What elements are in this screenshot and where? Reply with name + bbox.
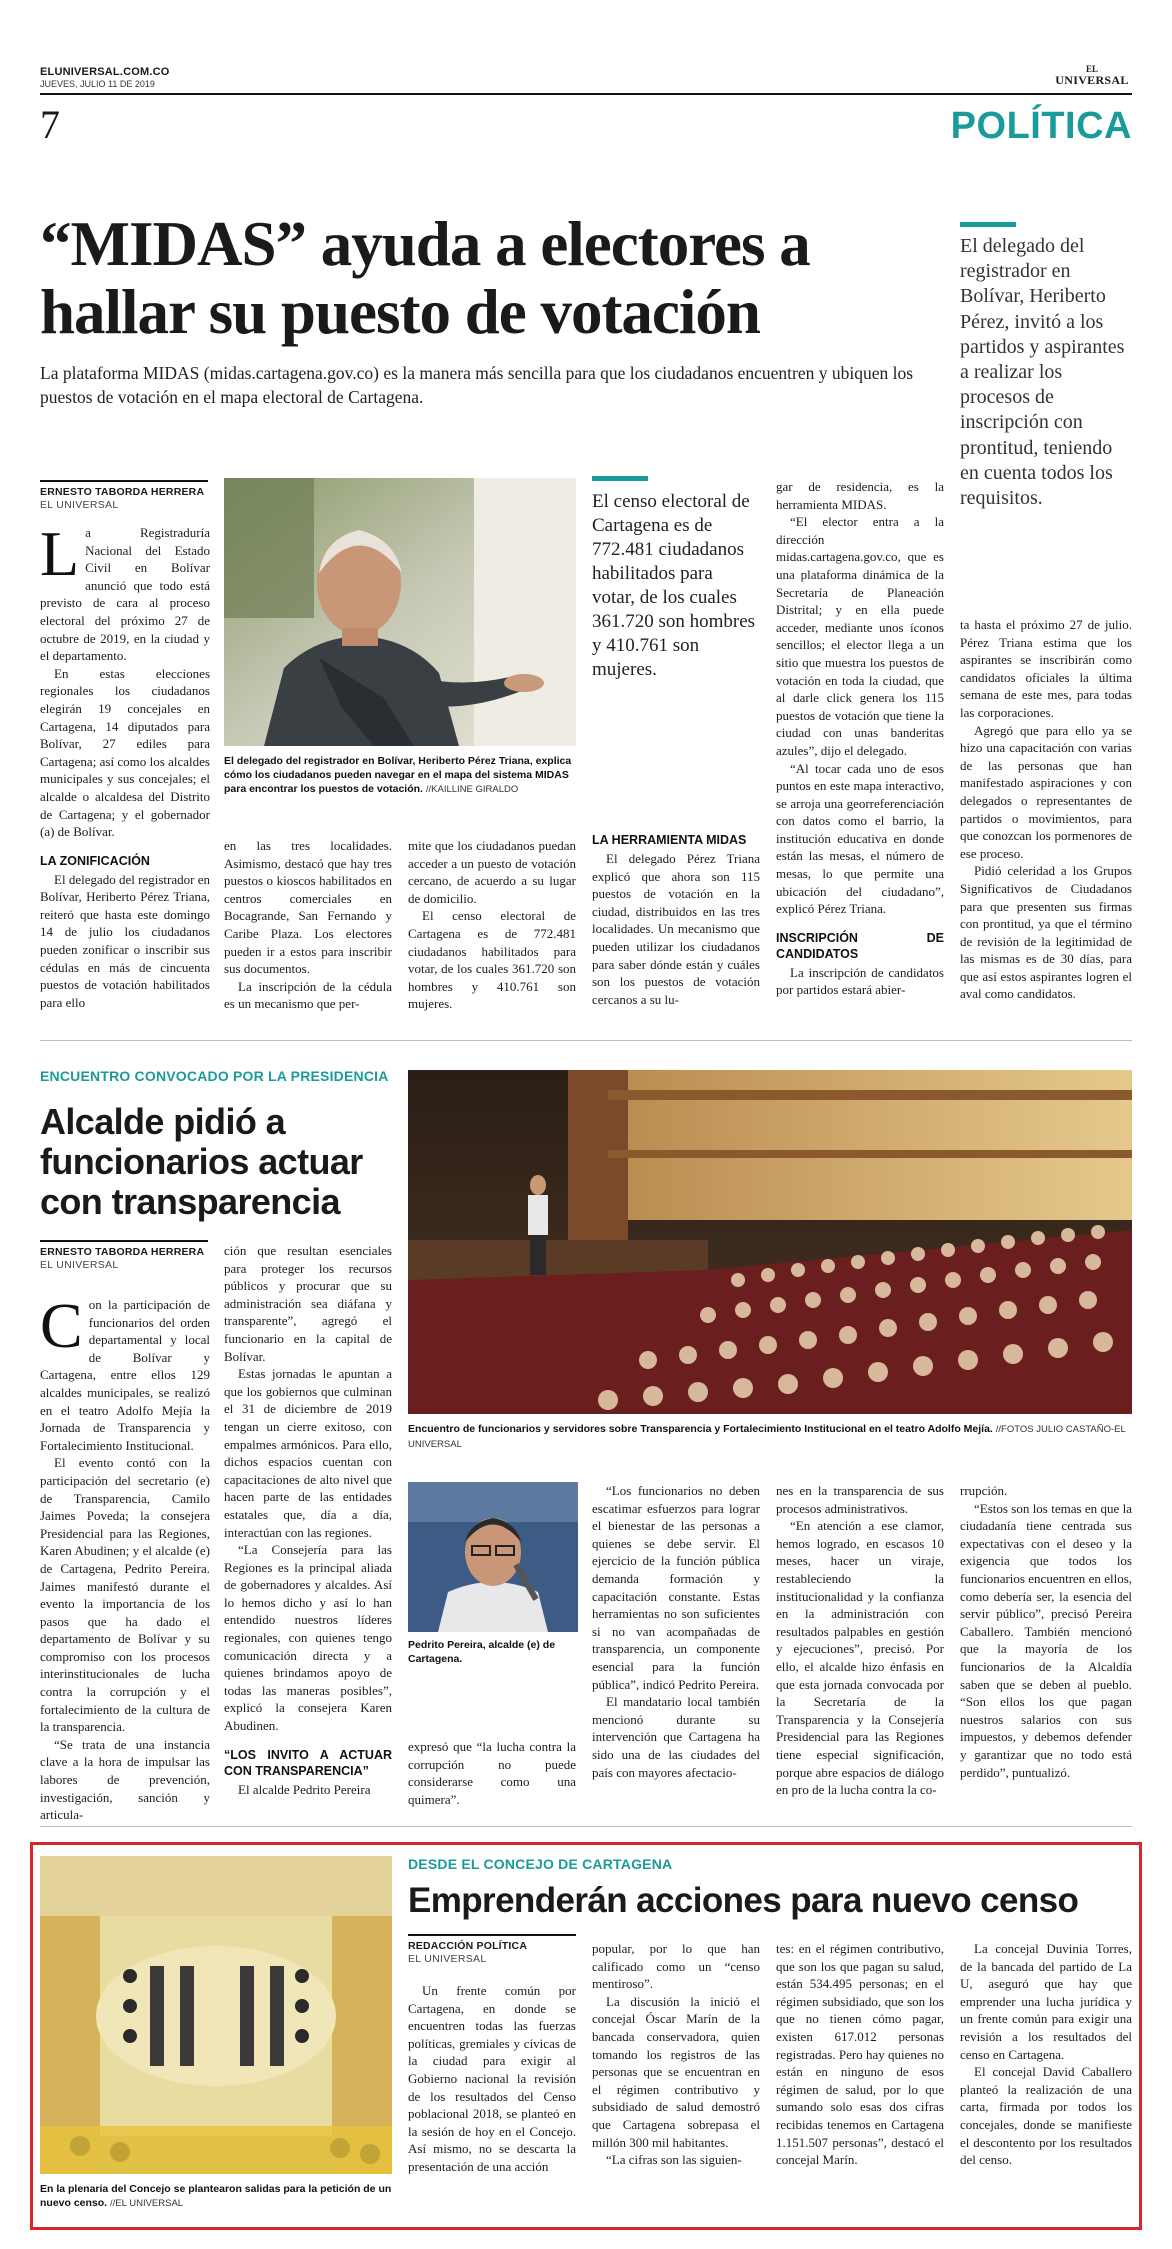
masthead-rule xyxy=(40,93,1132,95)
story1-col2-p1: en las tres localidades. Asimismo, destacó que hay tres puestos o kioscos habilitados en centros comerciales en Bocagrande, San Fernando y Caribe Plaza. Los electores pueden ir a estos para inscribir sus documentos. xyxy=(224,838,392,977)
story1-pullquote: El censo electoral de Cartagena es de 772.481 ciudadanos habilitados para votar, de los cuales 361.720 son hombres y 410.761 son mujeres. xyxy=(592,491,756,680)
story1-col2-p2: La inscripción de la cédula es un mecanismo que per- xyxy=(224,978,392,1012)
story1-pullquote-bar xyxy=(592,476,648,481)
story1-sidebar-bar xyxy=(960,222,1016,227)
story3-caption-text: En la plenaria del Concejo se plantearon salidas para la petición de un nuevo censo. xyxy=(40,2183,392,2209)
story3-byline-pub: EL UNIVERSAL xyxy=(408,1953,487,1965)
story3-col2 xyxy=(592,1940,760,2169)
story2-big-caption-credit: //FOTOS JULIO CASTAÑO-EL UNIVERSAL xyxy=(408,1424,1126,1450)
story1-headline-line2: hallar su puesto de votación xyxy=(40,277,760,347)
story1-col5-p3: “Al tocar cada uno de esos puntos en este mapa interactivo, se arroja una georreferenciación con datos como el barrio, la institución educativa en donde están las mesas, el número de mesas, lo que permite una ubicación del ciudadano”, explicó Pérez Triana. xyxy=(776,760,944,917)
story1-byline-pub: EL UNIVERSAL xyxy=(40,499,119,511)
story1-byline-name: ERNESTO TABORDA HERRERA xyxy=(40,480,208,499)
story1-col3-p1: mite que los ciudadanos puedan acceder a un puesto de votación cercano, de acuerdo a su lugar de domicilio. xyxy=(408,838,576,906)
story1-col5-p1: gar de residencia, es la herramienta MIDAS. xyxy=(776,479,944,512)
story2-col2-p3: “La Consejería para las Regiones es la principal aliada de gobernadores y alcaldes. Así lo hemos dicho y así lo han entendido nuestros líderes regionales, con quienes tengo comunicación directa y a quienes brindamos apoyo de todas las maneras posibles”, explicó la consejera Karen Abudinen. xyxy=(224,1542,392,1734)
photo-council-plenary xyxy=(40,1856,392,2174)
story2-col6-p1: rrupción. xyxy=(960,1483,1008,1498)
story1-col1-p1: a Registraduría Nacional del Estado Civil en Bolívar anunció que todo está previsto de cara al proceso electoral del próximo 27 de octubre de 2019, en la ciudad y el departamento. xyxy=(40,525,210,664)
story2-subhead-invito: “LOS INVITO A ACTUAR CON TRANSPARENCIA” xyxy=(224,1747,392,1778)
story3-kicker: DESDE EL CONCEJO DE CARTAGENA xyxy=(408,1856,673,1872)
story3-col4-p2: El concejal David Caballero planteó la realización de una carta, firmada por todos los concejales, donde se manifieste el descontento por los resultados del censo. xyxy=(960,2064,1132,2168)
story3-col2-p3: “La cifras son las siguien- xyxy=(606,2152,742,2168)
story1-sidebar-quote: El delegado del registrador en Bolívar, Heriberto Pérez, invitó a los partidos y aspirantes a realizar los procesos de inscripción con prontitud, teniendo en cuenta todos los requisitos. xyxy=(960,235,1125,510)
story1-caption-text: El delegado del registrador en Bolívar, Heriberto Pérez Triana, explica cómo los ciudadanos pueden navegar en el mapa del sistema MIDAS para encontrar los puestos de votación. xyxy=(224,755,572,795)
story2-col1-p1: on la participación de funcionarios del orden departamental y local de Bolívar y Cartagena, entre ellos 129 alcaldes municipales, se realizó en el teatro Adolfo Mejía la Jornada de Transparencia y Fortalecimiento Institucional. xyxy=(40,1297,210,1453)
section-title: POLÍTICA xyxy=(950,105,1132,147)
story2-col2-p2: Estas jornadas le apuntan a que los gobiernos que culminan el 31 de diciembre de 2019 tengan un cierre exitoso, con empalmes armónicos. Para ello, dichos espacios cuentan con capacitaciones de alto nivel que hacen parte de las entidades estatales que, día a día, interactúan con las regiones. xyxy=(224,1366,392,1540)
story2-headline-line3: con transparencia xyxy=(40,1181,340,1222)
story2-col6-p2: “Estos son los temas en que la ciudadanía tiene centrada sus expectativas con el deseo y la exigencia que todos los funcionarios encuentren en ellos, como debería ser, la esencia del servir público”, precisó Pereira Caballero. También mencionó que la mayoría de los funcionarios de la Alcaldía saben que se deben al pueblo. “Son ellos los que pagan nuestros salarios con sus impuestos, y debemos defender y garantizar que no todo está perdido”, puntualizó. xyxy=(960,1500,1132,1780)
story3-col1-p1: Un frente común por Cartagena, en donde se encuentren todas las fuerzas políticas, gremiales y cívicas de la ciudad para exigir al Gobierno nacional la revisión de los resultados del Censo poblacional 2018, se planteó en la sesión de hoy en el Concejo. Así mismo, no se descarta la presentación de una acción xyxy=(408,1983,576,2174)
story1-subhead-herramienta: LA HERRAMIENTA MIDAS xyxy=(592,833,747,847)
story2-theatre-caption xyxy=(408,1422,1132,1452)
story2-mayor-photo xyxy=(408,1482,578,1632)
masthead-date: JUEVES, JULIO 11 DE 2019 xyxy=(40,79,155,89)
story1-dropcap: L xyxy=(40,518,80,589)
story3-col4-p1: La concejal Duvinia Torres, de la bancada del partido de La U, aseguró que hay que emprender una lucha jurídica y un frente común para exigir una revisión a los resultados del censo en Cartagena. xyxy=(960,1941,1132,2062)
story3-col3 xyxy=(776,1940,944,2169)
story3-byline-name: REDACCIÓN POLÍTICA xyxy=(408,1934,576,1953)
story3-col1 xyxy=(408,1982,576,2176)
story2-col1-p2: El evento contó con la participación del secretario (e) de Transparencia, Camilo Jaimes Poveda; la consejera Presidencial para las Regiones, Karen Abudinen; y el alcalde (e) de Cartagena, Pedrito Pereira. Jaimes manifestó durante el evento la importancia de los pasos que ha dado el departamento de Bolívar y su compromiso con los procesos interinstitucionales de lucha contra la corrupción y el fortalecimiento de la cultura de la transparencia. xyxy=(40,1455,210,1735)
story2-mayor-caption xyxy=(408,1638,576,1666)
logo-top: EL xyxy=(1085,64,1098,74)
story1-col6-p2: Agregó que para ello ya se hizo una capacitación con varias de las personas que han manifestado aspiraciones y con delegados o representantes de partidos o movimientos, para que conozcan los pormenores de ese proceso. xyxy=(960,722,1132,861)
story1-headline xyxy=(40,210,940,346)
story2-col4-p2: El mandatario local también mencionó durante su intervención que Cartagena ha sido una de las ciudades del país con mayores afectacio- xyxy=(592,1694,760,1780)
photo-mayor-portrait xyxy=(408,1482,578,1632)
story2-col5 xyxy=(776,1482,944,1799)
story2-byline xyxy=(40,1240,208,1272)
story1-col6 xyxy=(960,616,1132,1003)
story1-col3-p2: El censo electoral de Cartagena es de 772.481 ciudadanos habilitados para votar, de los cuales 361.720 son hombres y 410.761 son mujeres. xyxy=(408,908,576,1012)
story1-byline xyxy=(40,480,208,512)
story1-photo-caption xyxy=(224,754,576,797)
story2-col1 xyxy=(40,1290,210,1824)
story3-col2-p2: La discusión la inició el concejal Óscar Marín de la bancada conservadora, quien tomando los registros de las personas que se encuentran en el régimen contributivo y subsidiado de salud demostró que Cartagena sobrepasa el millón 300 mil habitantes. xyxy=(592,1993,760,2150)
story2-col1-p3: “Se trata de una instancia clave a la hora de impulsar las labores de prevención, investigación, sanción y articula- xyxy=(40,1736,210,1823)
story2-col6 xyxy=(960,1482,1132,1781)
story1-col4 xyxy=(592,832,760,1008)
story2-col5-p1: nes en la transparencia de sus procesos administrativos. xyxy=(776,1483,944,1516)
story1-headline-line1: “MIDAS” ayuda a electores a xyxy=(40,209,810,279)
story2-theatre-photo xyxy=(408,1070,1132,1414)
story3-photo-caption xyxy=(40,2182,392,2211)
photo-theatre-audience xyxy=(408,1070,1132,1414)
story2-col2 xyxy=(224,1242,392,1798)
story2-kicker: ENCUENTRO CONVOCADO POR LA PRESIDENCIA xyxy=(40,1068,389,1084)
story2-col2-p4: El alcalde Pedrito Pereira xyxy=(238,1781,371,1797)
story2-small-caption-text: Pedrito Pereira, alcalde (e) de Cartagena. xyxy=(408,1639,556,1665)
story1-col5-p2: “El elector entra a la dirección midas.cartagena.gov.co, que es una plataforma dinámica de la Secretaría de Planeación Distrital; y en ella puede acceder, mediante unos íconos sencillos; el elector llega a un sitio que muestra los puestos de votación en toda la ciudad, que al darle click genera los 115 puestos de votación que tiene la ciudad con unas banderitas azules”, dijo el delegado. xyxy=(776,514,944,758)
story1-subhead-inscripcion: INSCRIPCIÓN DE CANDIDATOS xyxy=(776,930,944,961)
story1-caption-credit: //KAILLINE GIRALDO xyxy=(425,784,519,795)
story1-col3 xyxy=(408,837,576,1013)
story1-deck: La plataforma MIDAS (midas.cartagena.gov.co) es la manera más sencilla para que los ciudadanos encuentren y ubiquen los puestos de votación en el mapa electoral de Cartagena. xyxy=(40,363,914,407)
story1-col1-p2: En estas elecciones regionales los ciudadanos elegirán 19 concejales en Cartagena, 14 diputados para Bolívar, 27 ediles para Cartagena; así como los alcaldes municipales y sus concejales; el alcalde o alcaldesa del Distrito de Cartagena; y el gobernador (a) de Bolívar. xyxy=(40,665,210,840)
story3-col2-p1: popular, por lo que han calificado como un “censo mentiroso”. xyxy=(592,1941,760,1992)
newspaper-logo xyxy=(1052,64,1132,86)
story1-col5-p4: La inscripción de candidatos por partidos estará abier- xyxy=(776,964,944,998)
story2-headline-line1: Alcalde pidió a xyxy=(40,1101,286,1142)
section-divider-2 xyxy=(40,1826,1132,1827)
story1-col6-p3: Pidió celeridad a los Grupos Significativos de Ciudadanos para que presenten sus firmas con prontitud, ya que el término de revisión de la legitimidad de las mismas es de 30 días, para que así estos aspirantes logren el aval como candidatos. xyxy=(960,863,1132,1002)
story2-byline-name: ERNESTO TABORDA HERRERA xyxy=(40,1240,208,1259)
logo-bottom: UNIVERSAL xyxy=(1055,73,1129,87)
story3-col4 xyxy=(960,1940,1132,2169)
story1-col6-p1: ta hasta el próximo 27 de julio. Pérez Triana estima que los aspirantes se inscribirán como candidatos oficiales la última semana de este mes, para todas las corporaciones. xyxy=(960,617,1132,720)
story1-col1-p3: El delegado del registrador en Bolívar, Heriberto Pérez Triana, reiteró que hasta este domingo 14 de julio los ciudadanos pueden zonificar o inscribir sus cédulas en más de cincuenta puestos de votación habilitados para ello xyxy=(40,871,210,1010)
story1-col2 xyxy=(224,837,392,1013)
story1-col4-p1: El delegado Pérez Triana explicó que ahora son 115 puestos de votación en la ciudad, distribuidos en las tres localidades. Un mecanismo que pueden utilizar los ciudadanos para saber dónde están y cuáles son los puestos de votación cercanos a su lu- xyxy=(592,851,760,1007)
page-number: 7 xyxy=(40,102,60,147)
story1-col1 xyxy=(40,518,210,1011)
story2-col3-p1: expresó que “la lucha contra la corrupción no puede considerarse como una quimera”. xyxy=(408,1739,576,1807)
story3-caption-credit: //EL UNIVERSAL xyxy=(110,2198,184,2209)
story2-byline-pub: EL UNIVERSAL xyxy=(40,1259,119,1271)
masthead-site[interactable]: ELUNIVERSAL.COM.CO xyxy=(40,66,170,78)
story2-headline xyxy=(40,1102,400,1222)
photo-registrar-delegate xyxy=(224,478,576,746)
story2-headline-line2: funcionarios actuar xyxy=(40,1141,363,1182)
section-divider-1 xyxy=(40,1040,1132,1041)
story3-col3-p1: tes: en el régimen contributivo, que son los que pagan su salud, están 534.495 personas; en el régimen subsidiado, que son los que no tienen cómo pagar, existen 617.012 personas registradas. Pero hay quienes no están en ninguno de esos régimen de salud, por lo que sumando solo esas dos cifras recibidas tenemos en Cartagena 1.151.507 personas”, destacó el concejal Marín. xyxy=(776,1941,944,2168)
story2-col3 xyxy=(408,1738,576,1808)
story2-big-caption-text: Encuentro de funcionarios y servidores sobre Transparencia y Fortalecimiento Institucional en el teatro Adolfo Mejía. xyxy=(408,1423,993,1435)
story2-dropcap: C xyxy=(40,1290,83,1361)
story3-headline: Emprenderán acciones para nuevo censo xyxy=(408,1881,1079,1920)
story1-subhead-zonificacion: LA ZONIFICACIÓN xyxy=(40,853,150,868)
story2-col5-p2: “En atención a ese clamor, hemos logrado, en escasos 10 meses, hacer un viraje, restableciendo la institucionalidad y la confianza en la administración con resultados palpables en gestión y ejecuciones”, precisó. Por ello, el alcalde hizo énfasis en que esta jornada convocada por la Secretaría de la Transparencia y la Consejería Presidencial para las Regiones tiene especial significación, porque abre espacios de diálogo en pro de la lucha contra la co- xyxy=(776,1518,944,1798)
story3-byline xyxy=(408,1934,576,1966)
story2-col2-p1: ción que resultan esenciales para proteger los recursos públicos y procurar que su administración sea diáfana y transparente”, agregó el funcionario en la capital de Bolívar. xyxy=(224,1243,392,1364)
story1-col5 xyxy=(776,478,944,999)
story2-col4 xyxy=(592,1482,760,1781)
story1-photo xyxy=(224,478,576,746)
story2-col4-p1: “Los funcionarios no deben escatimar esfuerzos para lograr el bienestar de las personas a quienes se debe servir. El ejercicio de la función pública demanda formación y capacitación constante. Estas herramientas no son suficientes si no van acompañadas de transparencia, un componente esencial para la función pública”, indicó Pedrito Pereira. xyxy=(592,1483,760,1692)
story3-photo xyxy=(40,1856,392,2174)
